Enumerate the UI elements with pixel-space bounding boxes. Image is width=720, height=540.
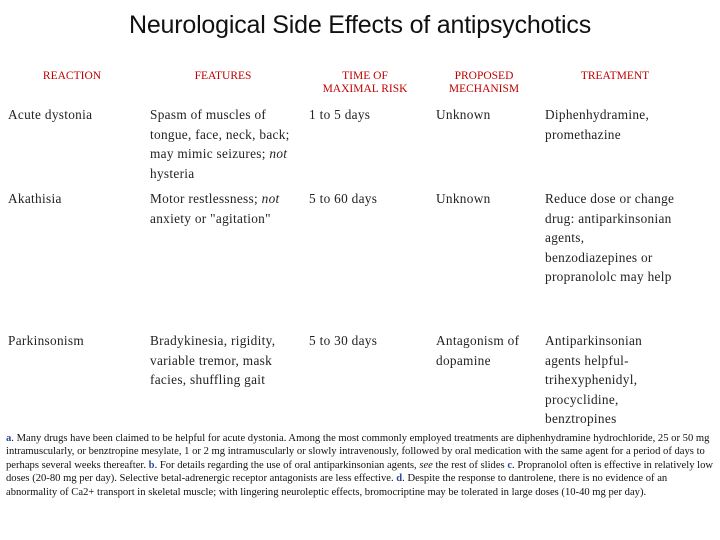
- features-text: Spasm of muscles of tongue, face, neck, back; may mimic seizures;: [150, 107, 290, 161]
- features-text-end: hysteria: [150, 165, 195, 181]
- header-treatment: [558, 70, 672, 83]
- footnote: [6, 432, 714, 499]
- row-acute-dystonia-treatment: Diphenhydramine, promethazine: [545, 107, 650, 142]
- header-reaction-label: REACTION: [42, 70, 102, 82]
- header-time: [300, 70, 430, 96]
- header-features: [168, 70, 278, 83]
- row-parkinsonism-features: Bradykinesia, rigidity, variable tremor, mask facies, shuffling gait: [150, 333, 276, 387]
- row-akathisia-reaction: Akathisia: [8, 191, 62, 206]
- footnote-c-marker: c: [507, 459, 513, 471]
- features-emphasis: not: [269, 146, 288, 161]
- row-akathisia-time: 5 to 60 days: [309, 191, 378, 206]
- row-acute-dystonia-features: [150, 105, 300, 183]
- row-parkinsonism-mechanism: Antagonism of dopamine: [436, 333, 520, 368]
- header-mechanism-line1: PROPOSED: [454, 70, 514, 82]
- footnote-b-text: . For details regarding the use of oral antiparkinsonian agents,: [154, 459, 420, 471]
- row-akathisia-mechanism: Unknown: [436, 191, 491, 206]
- header-treatment-label: TREATMENT: [580, 70, 650, 82]
- slide-title: Neurological Side Effects of antipsychotics: [128, 11, 592, 39]
- footnote-b-text-end: the rest of slides: [432, 459, 508, 471]
- row-acute-dystonia-reaction: Acute dystonia: [8, 107, 93, 122]
- footnote-d-text: . Despite the response to dantrolene, there is no evidence of an abnormality of Ca2+ transport in skeletal muscle; with lingering neuroleptic effects, bromocriptine may be tolerated in large doses (10-40 mg per day).: [6, 473, 668, 498]
- header-reaction: [16, 70, 128, 83]
- features-text-end: anxiety or "agitation": [150, 210, 271, 226]
- footnote-a-marker: a: [6, 433, 12, 444]
- row-parkinsonism-reaction: Parkinsonism: [8, 333, 84, 348]
- footnote-c-text: . Propranolol often is effective in relatively low doses (20-80 mg per day). Selective betal-adrenergic receptor antagonists are less effective.: [6, 459, 714, 485]
- features-text: Motor restlessness;: [150, 191, 262, 206]
- header-mechanism-line2: MECHANISM: [448, 83, 520, 95]
- footnote-a-text: . Many drugs have been claimed to be helpful for acute dystonia. Among the most commonly employed treatments are diphenhydramine hydrochloride, 25 or 50 mg intramuscularly, or benztropine mesylate, 1 or 2 mg intramuscularly or slowly intravenously, followed by oral medication with the same agent for a period of days to perhaps several weeks thereafter.: [6, 433, 710, 471]
- row-parkinsonism-time: 5 to 30 days: [309, 333, 378, 348]
- row-acute-dystonia-time: 1 to 5 days: [309, 107, 371, 122]
- header-features-label: FEATURES: [194, 70, 252, 82]
- header-time-line2: MAXIMAL RISK: [322, 83, 408, 95]
- row-akathisia-treatment: Reduce dose or change drug: antiparkinsonian agents, benzodiazepines or propranololc may help: [545, 191, 675, 284]
- header-mechanism: [428, 70, 540, 96]
- features-emphasis: not: [261, 191, 280, 206]
- footnote-d-marker: d: [396, 473, 403, 485]
- row-parkinsonism-treatment: Antiparkinsonian agents helpful- trihexyphenidyl, procyclidine, benztropines: [545, 333, 643, 426]
- footnote-b-marker: b: [148, 459, 155, 471]
- row-acute-dystonia-mechanism: Unknown: [436, 107, 491, 122]
- footnote-b-see: see: [419, 459, 433, 471]
- row-akathisia-features: [150, 189, 285, 228]
- header-time-line1: TIME OF: [342, 70, 388, 82]
